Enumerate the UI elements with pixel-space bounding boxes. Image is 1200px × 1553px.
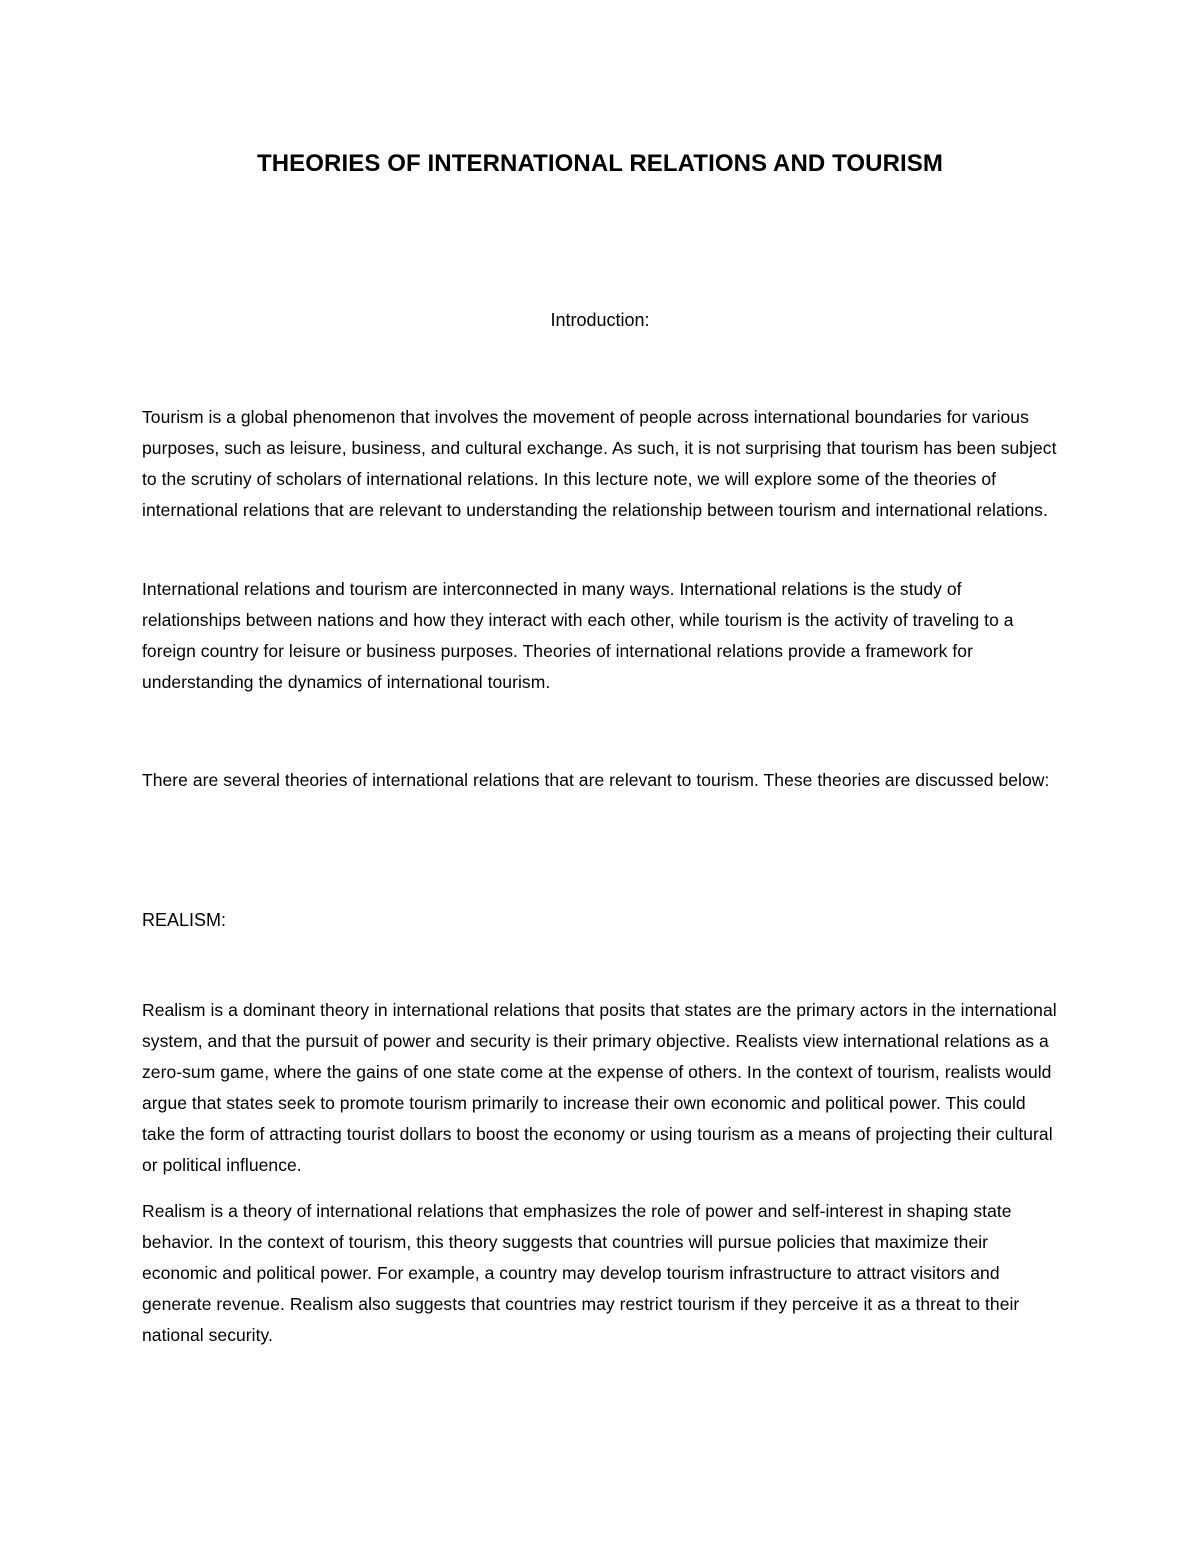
realism-heading: REALISM: [142,910,227,930]
introduction-heading: Introduction: [550,310,650,330]
realism-paragraph-2: Realism is a theory of international relations that emphasizes the role of power and self-interest in shaping state behavior. In the context of tourism, this theory suggests that countries will pursue policies that maximize their economic and political power. For example, a country may develop tourism infrastructure to attract visitors and generate revenue. Realism also suggests that countries may restrict tourism if they perceive it as a threat to their national security. [142,1201,1020,1345]
intro-paragraph-1: Tourism is a global phenomenon that involves the movement of people across international boundaries for various purposes, such as leisure, business, and cultural exchange. As such, it is not surprising that tourism has been subject to the scrutiny of scholars of international relations. In this lecture note, we will explore some of the theories of international relations that are relevant to understanding the relationship between tourism and international relations. [142,407,1057,520]
intro-paragraph-2: International relations and tourism are interconnected in many ways. International relations is the study of relationships between nations and how they interact with each other, while tourism is the activity of traveling to a foreign country for leisure or business purposes. Theories of international relations provide a framework for understanding the dynamics of international tourism. [142,579,1014,692]
realism-paragraph-1: Realism is a dominant theory in international relations that posits that states are the primary actors in the international system, and that the pursuit of power and security is their primary objective. Realists view international relations as a zero-sum game, where the gains of one state come at the expense of others. In the context of tourism, realists would argue that states seek to promote tourism primarily to increase their own economic and political power. This could take the form of attracting tourist dollars to boost the economy or using tourism as a means of projecting their cultural or political influence. [142,1000,1057,1175]
document-title: THEORIES OF INTERNATIONAL RELATIONS AND TOURISM [256,150,944,177]
intro-paragraph-3: There are several theories of international relations that are relevant to tourism. These theories are discussed below: [142,770,1050,790]
